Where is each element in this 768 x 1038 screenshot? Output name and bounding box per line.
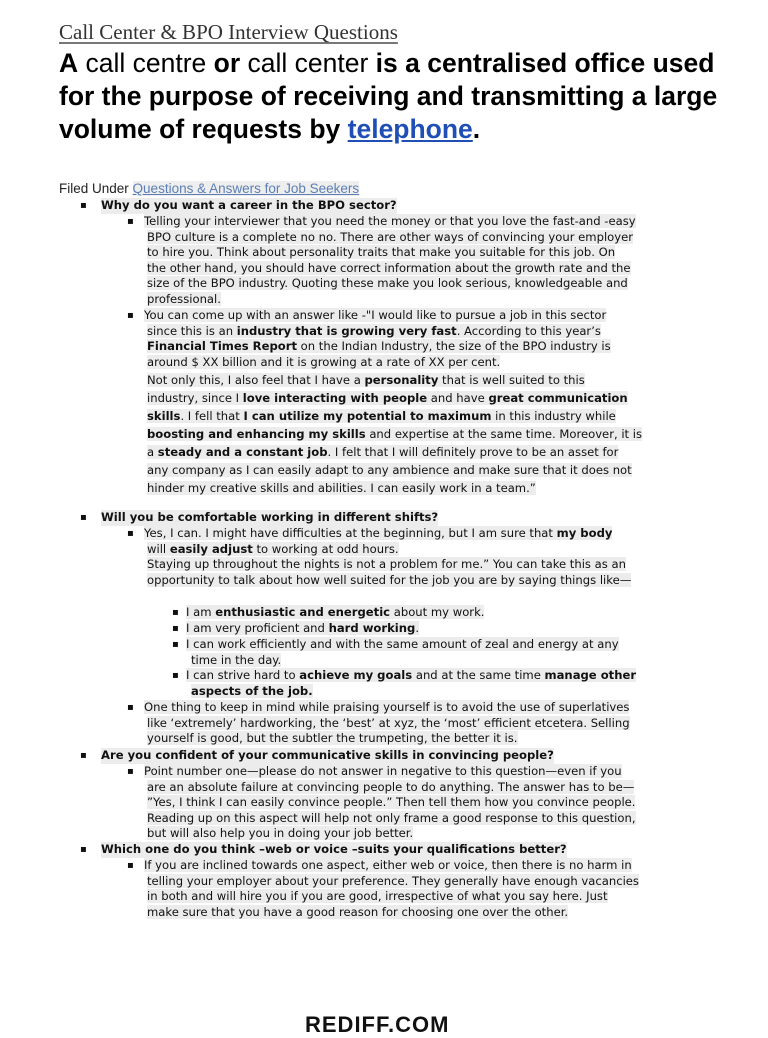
answer-line: around $ XX billion and it is growing at a rate of XX per cent. <box>147 354 501 369</box>
headline-period: . <box>472 114 481 144</box>
answer-fragment: and have <box>427 391 489 405</box>
answer-fragment: to working at odd hours. <box>252 541 399 556</box>
bullet-icon: ▪ <box>127 310 134 321</box>
bullet-icon: ▪ <box>127 702 134 713</box>
bullet-icon: ▪ <box>80 844 87 855</box>
answer-emphasis: my body <box>556 526 613 540</box>
bullet-icon: ▪ <box>127 216 134 227</box>
answer-line: BPO culture is a complete no no. There are other ways of convincing your employer <box>147 229 634 244</box>
question-1-text: Why do you want a career in the BPO sector? <box>101 198 397 212</box>
answer-line: make sure that you have a good reason for choosing one over the other. <box>147 904 569 919</box>
headline-word: or <box>213 48 241 78</box>
telephone-link[interactable]: telephone <box>347 114 473 144</box>
answer-fragment: and expertise at the same time. Moreover, it is <box>365 427 643 441</box>
answer-emphasis: personality <box>364 373 439 387</box>
answer-line: time in the day. <box>191 652 282 667</box>
answer-line: to hire you. Think about personality traits that make you suitable for this job. On <box>147 245 616 260</box>
answer-fragment: I am <box>186 605 216 619</box>
question-2-text: Will you be comfortable working in different shifts? <box>101 510 439 524</box>
answer-line: Reading up on this aspect will help not only frame a good response to this question, <box>147 810 636 825</box>
answer-fragment: about my work. <box>390 605 485 619</box>
answer-line: ”Yes, I think I can easily convince people.” Then tell them how you convince people. <box>147 795 636 810</box>
answer-fragment: a <box>147 445 158 459</box>
answer-emphasis: skills <box>147 409 181 423</box>
answer-line: the other hand, you should have correct information about the growth rate and the <box>147 260 631 275</box>
answer-line: but will also help you in doing your job better. <box>147 826 414 841</box>
answer-fragment: in this industry while <box>491 409 616 423</box>
answer-fragment: I can strive hard to <box>186 668 300 682</box>
answer-emphasis: boosting and enhancing my skills <box>147 427 366 441</box>
bullet-icon: ▪ <box>127 860 134 871</box>
bullet-icon: ▪ <box>172 639 179 650</box>
answer-line: If you are inclined towards one aspect, either web or voice, then there is no harm in <box>144 858 632 872</box>
document-title: Call Center & BPO Interview Questions <box>59 20 398 44</box>
headline <box>59 47 719 146</box>
question-3-text: Are you confident of your communicative skills in convincing people? <box>101 748 554 762</box>
answer-line: any company as I can easily adapt to any ambience and make sure that it does not <box>147 463 632 477</box>
answer-line: hinder my creative skills and abilities. I can easily work in a team.” <box>147 481 536 495</box>
answer-line: in both and will hire you if you are good, irrespective of what you say here. Just <box>147 889 608 904</box>
answer-line: yourself is good, but the subtler the trumpeting, the better it is. <box>147 731 518 746</box>
answer-emphasis: hard working <box>328 621 416 635</box>
answer-line: telling your employer about your preference. They generally have enough vacancies <box>147 873 639 888</box>
answer-fragment: . I fell that <box>180 409 244 423</box>
answer-emphasis: manage other <box>544 668 637 682</box>
question-4-text: Which one do you think –web or voice –suits your qualifications better? <box>101 842 567 856</box>
answer-emphasis: Financial Times Report <box>147 339 297 354</box>
answer-line: One thing to keep in mind while praising yourself is to avoid the use of superlatives <box>144 700 630 714</box>
answer-fragment: I am very proficient and <box>186 621 329 635</box>
answer-line: Point number one—please do not answer in negative to this question—even if you <box>144 764 622 778</box>
answer-line: You can come up with an answer like -"I would like to pursue a job in this sector <box>144 308 607 322</box>
bullet-icon: ▪ <box>172 670 179 681</box>
answer-line: are an absolute failure at convincing people to do anything. The answer has to be— <box>147 779 635 794</box>
answer-emphasis: achieve my goals <box>299 668 413 682</box>
bullet-icon: ▪ <box>172 607 179 618</box>
filed-under <box>59 181 359 196</box>
answer-emphasis: great communication <box>488 391 628 405</box>
answer-line: Staying up throughout the nights is not a problem for me.” You can take this as an <box>147 557 626 572</box>
answer-fragment: . I felt that I will definitely prove to be an asset for <box>327 445 619 459</box>
source-footer: REDIFF.COM <box>305 1012 450 1037</box>
headline-word: is a centralised office used for the purpose of receiving and transmitting a large volume of requests by <box>59 48 718 144</box>
answer-line: I can work efficiently and with the same amount of zeal and energy at any <box>186 637 619 651</box>
answer-fragment: and at the same time <box>412 668 545 682</box>
answer-fragment: . <box>415 621 420 635</box>
answer-emphasis: aspects of the job. <box>191 683 313 698</box>
answer-fragment: since this is an <box>147 323 237 338</box>
answer-fragment: Yes, I can. I might have difficulties at the beginning, but I am sure that <box>144 526 557 540</box>
headline-word: A <box>59 48 79 78</box>
answer-fragment: . According to this year’s <box>456 323 601 338</box>
answer-fragment: on the Indian Industry, the size of the BPO industry is <box>296 339 611 354</box>
answer-line: Telling your interviewer that you need the money or that you love the fast-and -easy <box>144 214 636 228</box>
headline-word: call centre <box>78 48 214 78</box>
headline-word: call center <box>240 48 376 78</box>
answer-line: size of the BPO industry. Quoting these make you look serious, knowledgeable and <box>147 276 628 291</box>
bullet-icon: ▪ <box>80 200 87 211</box>
bullet-icon: ▪ <box>80 750 87 761</box>
answer-emphasis: steady and a constant job <box>157 445 328 459</box>
filed-under-label: Filed Under <box>59 181 133 196</box>
answer-fragment: that is well suited to this <box>438 373 585 387</box>
bullet-icon: ▪ <box>127 528 134 539</box>
answer-fragment: Not only this, I also feel that I have a <box>147 373 365 387</box>
bullet-icon: ▪ <box>80 512 87 523</box>
category-link[interactable]: Questions & Answers for Job Seekers <box>132 181 360 196</box>
answer-line: like ‘extremely’ hardworking, the ‘best’ at xyz, the ‘most’ efficient etcetera. Selling <box>147 715 630 730</box>
bullet-icon: ▪ <box>172 623 179 634</box>
answer-emphasis: easily adjust <box>169 541 253 556</box>
bullet-icon: ▪ <box>127 766 134 777</box>
answer-fragment: will <box>147 541 170 556</box>
answer-emphasis: enthusiastic and energetic <box>215 605 391 619</box>
answer-line: opportunity to talk about how well suited for the job you are by saying things like— <box>147 572 632 587</box>
answer-line: professional. <box>147 291 221 306</box>
answer-emphasis: industry that is growing very fast <box>236 323 457 338</box>
answer-fragment: industry, since I <box>147 391 243 405</box>
answer-emphasis: I can utilize my potential to maximum <box>243 409 492 423</box>
answer-emphasis: love interacting with people <box>242 391 428 405</box>
